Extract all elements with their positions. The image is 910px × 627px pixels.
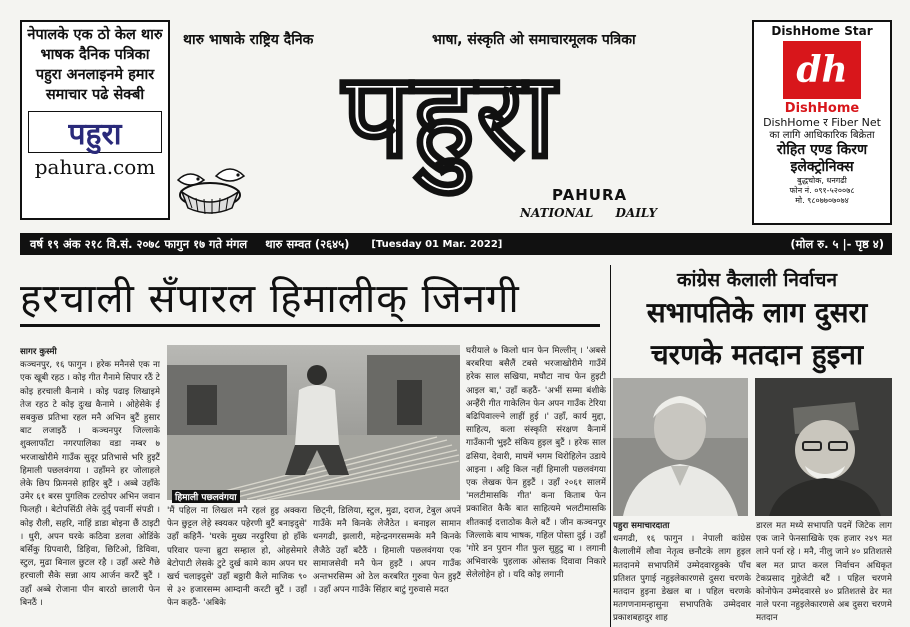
ad-line2: का लागि आधिकारिक बिक्रेता bbox=[769, 130, 875, 141]
side-byline: पहुरा समाचारदाता bbox=[613, 521, 670, 531]
main-byline: सागर कुस्मी bbox=[20, 347, 57, 357]
candidate-photo-2 bbox=[755, 378, 892, 516]
ad-phone: फोन नं. ०९१-५२००७८ bbox=[789, 186, 855, 195]
side-kicker: कांग्रेस कैलाली निर्वाचन bbox=[676, 269, 838, 291]
side-headline: सभापतिके लाग दुसरा चरणके मतदान हुइना bbox=[646, 296, 868, 371]
side-story-col1 bbox=[613, 520, 751, 627]
main-story-col2 bbox=[167, 505, 307, 627]
photo-caption: हिमाली पछलवंगया bbox=[172, 490, 240, 503]
main-story-photo bbox=[167, 345, 460, 500]
main-story-col1 bbox=[20, 346, 160, 627]
price-pages: (मोल रु. ५ |- पृष्ठ ४) bbox=[790, 236, 884, 251]
main-story-col3 bbox=[313, 505, 461, 627]
tharu-year: थारु सम्वत (२६४५) bbox=[265, 236, 350, 251]
tagline-right: भाषा, संस्कृति ओ समाचारमूलक पत्रिका bbox=[432, 32, 636, 48]
pahura-logo: पहुरा bbox=[28, 111, 162, 153]
main-col2-text: 'मैं पहिल ना लिखल मनै रहलं हुइ अक्करा फेन छुट्टल लेहे स्क्यकर पहेरणी बुटैं बनाइदुसे' उहाँ कहिनैं- 'घरके मुख्य नरढ़ुरिया हो हाँके परिवार पल्ना ब्रुटा सम्हाल हो, ओहसेमारे बेटोपाटी लेसके टुटे दुर्ख कामे काम अपन घर खर्च चलाइदुसे' उहाँ बठ्ठारी कैले माजिक ९० से ३२ हजारसम्म आम्दानी करटी बुटैं । उहाँ फेन कहठैं- 'अबिके bbox=[167, 506, 307, 609]
promo-text: नेपालके एक ठो केल थारु भाषक दैनिक पत्रिका पहुरा अनलाइनमे हमार समाचार पढे सेक्बी bbox=[27, 27, 163, 103]
column-divider bbox=[610, 265, 611, 627]
ad-line1: DishHome र Fiber Net bbox=[763, 116, 881, 129]
dishhome-ad[interactable] bbox=[752, 20, 892, 225]
dishhome-logo-icon: dh bbox=[783, 41, 861, 99]
main-col3-text: छिट्नी, डिलिया, स्टुल, मुढा, दराज, टेबुल अपनें गाउँके मनै किनके लेजैठेत । बनाइल सामान धनगढी, झलारी, महेन्द्रनगरसम्मके मनै किनके लैजैठे उहाँ बटैठैं । हिमाली पछलवंगया एक सामाजसेवी मनै फेन हुइटैं । अपन गाउँक अन्तभरसिम्म ओ ठेल करबरित गुरुवा फेन हुइटैं । उहाँ अपन गाउँके सिंहार बाटुं गुरुवासे मदत bbox=[313, 506, 461, 596]
side-col1-text: धनगढी, १६ फागुन । नेपाली कांग्रेस कैलालीमें लौवा नेतृत्व छनौटके लाग हुइल मतदानमे सभापतिमें उम्मेदवारहुक्के पाँच प्रतिशत पुगाई नहुइलेकारणसे दुसरा चरणके मतदान हुइना डेखल बा । पहिल चरणके मतगणनामन्हासुना सभापतिके उम्मेदवार प्रकाशबहादुर शाह bbox=[613, 534, 751, 624]
title-english: PAHURA bbox=[552, 186, 628, 204]
masthead-title: पहुरा bbox=[342, 45, 558, 184]
date-english: [Tuesday 01 Mar. 2022] bbox=[371, 238, 503, 250]
side-story-col2 bbox=[756, 520, 892, 627]
ad-mobile: मो. ९८०७७०७०७४ bbox=[795, 196, 849, 205]
tagline-left: थारु भाषाके राष्ट्रिय दैनिक bbox=[183, 32, 314, 48]
ad-brand: DishHome bbox=[784, 101, 860, 116]
issue-info-bar bbox=[20, 233, 892, 255]
fish-basket-emblem bbox=[170, 150, 250, 220]
main-col1-text: कञ्चनपुर, १६ फागुन । हरेक मनैनसे एक ना एक खूबी रहठ । कोइ गीत गैनामे सिपार रठैं टे कोइ हरचाली कैनामे । कोइ पढाइ लिखाइमे तेज रहठ टे कोइ दुःख कैनामे । ओहेसेके ई सबकुछ प्रतिभा रहल मनै अभिन बुटैं हुसार बाट लजाइठैं । कञ्चनपुर जिल्लाके शुक्लाफाँटा नगरपालिका वडा नम्बर ७ भरजाखोरीमे गाउँक सुदूर प्रतिभासे भरि हुइटैं हिमाली पछलवंगया । उहाँमने हर जोलाहले लेके छिप फ्रिमनसे हाहिर बुटैं । अब्बे उहाँके उमेर ६१ बरस पुगलिक टल्ठोपर अभिन जवान फिलही । बेटोपसिंठी लेके दुर्दुं पवार्नी संपडी । कोइ रौली, सहरि, नाहिं डाडा बोइना छैं ठाइटी । धुरी, अपन घरके कठिवा डलवा ओडिंके बर्सिकु ग्रिपवारी, डिहिवा, छिटिओ, डिविवा, स्टुल, मुढा बिनाल छुटल रहै । उहाँ अस्टे गैछे हरचाली सैके सन्ना आय आर्जन करटैं बुटैं । उहाँ अब्बे रोजाना पीन बारठो छालारी फेन बिनठैं । bbox=[20, 360, 160, 608]
ad-address: बुद्धचोक, धनगढी bbox=[797, 176, 847, 185]
main-headline bbox=[20, 276, 605, 327]
main-story-col4 bbox=[466, 345, 606, 627]
ad-shop-name: रोहित एण्ड किरण इलेक्ट्रोनिक्स bbox=[776, 142, 868, 175]
side-col2-text: डारल मत मध्ये सभापति पदमें जिटेक लाग एक जाने फेनसाखिके एक हजार २४९ मत लाने पर्ना रहे । मनै, नीलु जाने ४० प्रतिशतसे बल मत प्राप्त करल निर्वाचन अधिकृत टेकप्रसाद गुहेजेटी बटैं । पहिल चरणमे कोनोफेन उम्मेदवारसे ४० प्रतिशतसे ढेर मत नाले परना नहुइलेकारणसे अब दुसरा चरणमे मतदान bbox=[756, 521, 892, 624]
issue-details: वर्ष १९ अंक २१८ वि.सं. २०७८ फागुन १७ गते मंगल bbox=[30, 236, 248, 251]
main-col4-text: घरीयाले ७ किलो धान फेन मिल्लीन् । 'अबसे बरबरिया बसैलैं टबसे भरजाखोरीमे गाउँमें हरेक साल सखिया, मघौटा नाच फेन हुइटी आइल बा,' उहाँ कहठैं- 'अभीं सम्मा बंशीके अन्हैंरी गीत गाकेलिन फेन अपन गाउँक टेरिया बढिपिवाल्ल्ने लाहीं हुई ।' उहाँ, कार्य मुद्दा, साहित्य, कला संस्कृति संरक्षण कैनामें गाउँकानी भुइटै संकिय हुइल बुटैं । हरेक साल ढसिया, देवारी, माघमें भगम थिरोहिलेन उडाये आइना । अट्टि किल नहीं हिमाली पछलवंगया एक लेखक फेन हुइटैं । उहाँ २०६१ सालमें 'मलटीमासकि गीत' कना किताब फेन प्रकाशित कैकै बात साहित्यमे भलटीमासकि शीतकाई दत्ताठोक कैले बटैं । जीन कञ्चनपुर जिल्लाके बाय भाषक, गहिल पोस्ता दुई । उहाँ 'गोरे डन पुरान गीत फुल सुहुटु बा । लगानी अभिवारके पुहलाक ओस्तक दिवावा निकारे सेलेलोहेन हो । यदि कोइ लगानी bbox=[466, 346, 606, 581]
headline-rule bbox=[20, 324, 600, 327]
subtitle-english: NATIONAL DAILY bbox=[520, 206, 658, 220]
promo-url[interactable]: pahura.com bbox=[34, 155, 156, 179]
candidate-photo-1 bbox=[613, 378, 748, 516]
ad-star-text: DishHome Star bbox=[771, 24, 873, 38]
main-headline-text: हरचाली सँपारल हिमालीक् जिनगी bbox=[20, 276, 520, 322]
promo-box bbox=[20, 20, 170, 220]
